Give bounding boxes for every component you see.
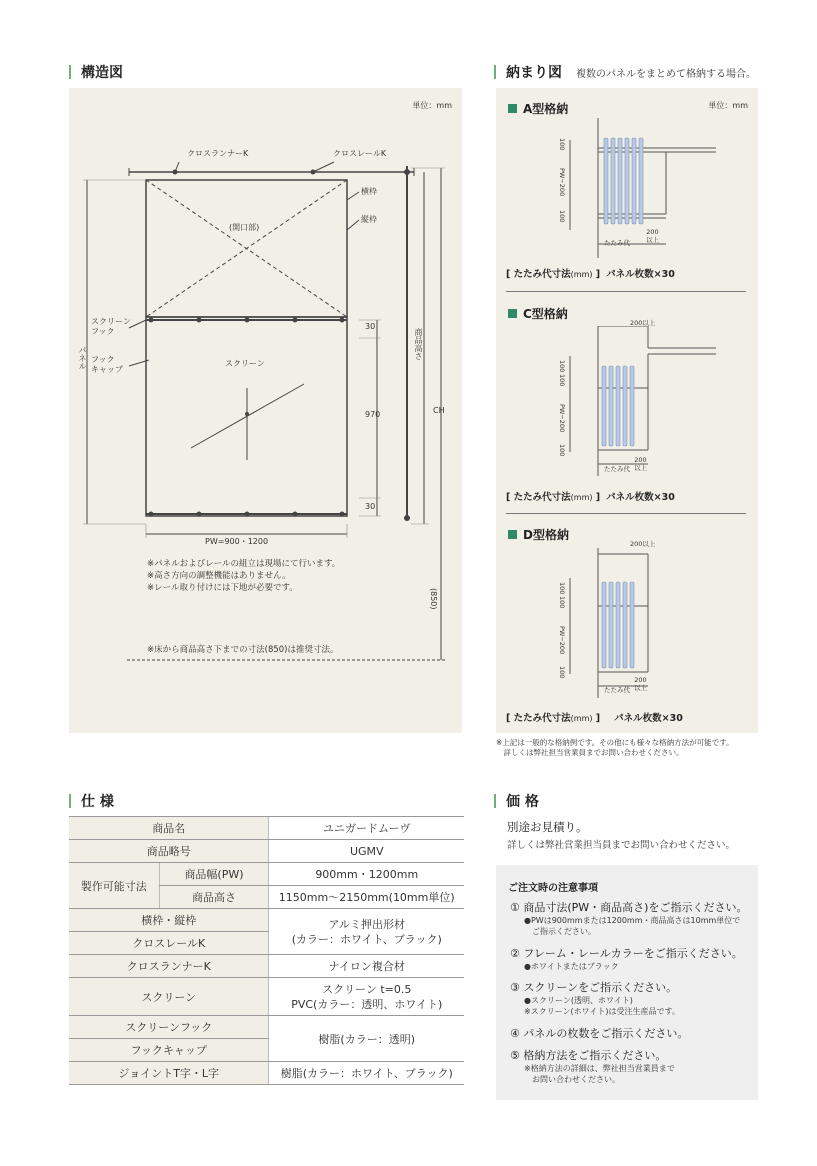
dim-30-top: 30 bbox=[365, 322, 376, 331]
spec-cell-line: アルミ押出形材 bbox=[328, 917, 406, 931]
type-a-dim-h1: 200 以上 bbox=[646, 228, 659, 244]
order-item-2-sub: ●ホワイトまたはブラック bbox=[524, 962, 619, 971]
table-row bbox=[69, 955, 464, 978]
type-c-drawing bbox=[556, 326, 726, 476]
hook-cap-label: フック キャップ bbox=[91, 355, 123, 374]
spec-cell: ジョイントT字・L字 bbox=[69, 1062, 269, 1085]
divider-a bbox=[506, 291, 746, 292]
price-sub: 詳しくは弊社営業担当員までお問い合わせください。 bbox=[507, 840, 736, 851]
type-c-heading: C型格納 bbox=[508, 305, 568, 322]
spec-cell: 商品幅(PW) bbox=[159, 863, 269, 886]
spec-cell: UGMV bbox=[269, 840, 464, 863]
table-row bbox=[69, 840, 464, 863]
spec-cell-line: (カラー：ホワイト、ブラック) bbox=[291, 932, 442, 946]
dim-850-label: (850) bbox=[429, 588, 438, 610]
type-d-dim-top: 200以上 bbox=[630, 540, 656, 548]
order-item-1: ① 商品寸法(PW・商品高さ)をご指示ください。 bbox=[510, 901, 748, 914]
opening-label: (開口部) bbox=[229, 223, 260, 232]
type-d-dim-v1: 100 bbox=[558, 582, 566, 595]
type-d-heading: D型格納 bbox=[508, 526, 569, 543]
divider-c bbox=[506, 513, 746, 514]
structure-note-1: ※パネルおよびレールの組立は現場にて行います。 bbox=[147, 559, 341, 569]
spec-cell: クロスランナーK bbox=[69, 955, 269, 978]
storage-unit-label: 単位：mm bbox=[708, 101, 748, 110]
screen-label: スクリーン bbox=[225, 359, 265, 368]
type-a-fold-label: たたみ代寸法 bbox=[513, 269, 571, 280]
product-height-label: 商品高さ bbox=[414, 328, 423, 360]
order-title: ご注文時の注意事項 bbox=[508, 883, 598, 894]
screen-hook-label: スクリーン フック bbox=[91, 317, 131, 336]
table-row bbox=[69, 817, 464, 840]
type-a-drawing bbox=[556, 118, 726, 258]
type-d-dim-v2: 100 bbox=[558, 596, 566, 609]
spec-cell: 樹脂(カラー：ホワイト、ブラック) bbox=[269, 1062, 464, 1085]
type-a-dim-v2: PW−200 bbox=[558, 168, 566, 197]
table-row bbox=[69, 1062, 464, 1085]
table-row bbox=[69, 909, 464, 932]
type-c-dim-v4: 100 bbox=[558, 444, 566, 457]
type-a-dim-v3: 100 bbox=[558, 210, 566, 223]
order-item-3: ③ スクリーンをご指示ください。 bbox=[510, 981, 678, 994]
order-item-4: ④ パネルの枚数をご指示ください。 bbox=[510, 1027, 689, 1040]
vertical-frame-label: 縦枠 bbox=[361, 215, 377, 224]
horizontal-frame-label: 横枠 bbox=[361, 187, 377, 196]
spec-cell: 商品名 bbox=[69, 817, 269, 840]
storage-footnote: ※上記は一般的な格納例です。その他にも様々な格納方法が可能です。 詳しくは弊社担当営業員までお問い合わせください。 bbox=[496, 738, 734, 757]
type-d-fold-unit: (mm) bbox=[570, 714, 593, 723]
storage-diagram-panel bbox=[496, 88, 758, 733]
type-a-fold-unit: (mm) bbox=[570, 270, 593, 279]
structure-heading: 構造図 bbox=[69, 62, 123, 82]
unit-label: 単位：mm bbox=[412, 101, 452, 110]
order-item-1-sub: ●PWは900mmまたは1200mm・商品高さは10mm単位で ご指示ください。 bbox=[524, 916, 741, 936]
structure-drawing bbox=[69, 88, 462, 733]
type-d-dim-v3: PW−200 bbox=[558, 626, 566, 655]
spec-cell: ナイロン複合材 bbox=[269, 955, 464, 978]
order-item-2: ② フレーム・レールカラーをご指示ください。 bbox=[510, 947, 743, 960]
spec-cell: スクリーン bbox=[69, 978, 269, 1016]
spec-cell: 商品略号 bbox=[69, 840, 269, 863]
structure-note-2: ※高さ方向の調整機能はありません。 bbox=[147, 571, 291, 581]
type-a-heading: A型格納 bbox=[508, 100, 568, 117]
order-notes-box bbox=[496, 865, 758, 1100]
type-c-dim-v2: 100 bbox=[558, 374, 566, 387]
type-d-dim-fold: たたみ代 bbox=[604, 686, 630, 694]
type-c-dim-fold: たたみ代 bbox=[604, 465, 630, 473]
type-c-panels: パネル枚数×30 bbox=[606, 492, 675, 503]
spec-cell-line: スクリーン t=0.5 bbox=[322, 982, 412, 996]
cross-runner-label: クロスランナーK bbox=[187, 149, 249, 158]
storage-heading: 納まり図 複数のパネルをまとめて格納する場合。 bbox=[494, 62, 756, 82]
pw-dim-label: PW=900・1200 bbox=[205, 537, 269, 546]
spec-cell: ユニガードムーヴ bbox=[269, 817, 464, 840]
structure-diagram-panel bbox=[69, 88, 462, 733]
panel-dim-label: パネル bbox=[78, 346, 87, 370]
spec-cell-line: PVC(カラー：透明、ホワイト) bbox=[291, 997, 443, 1011]
type-d-panels: パネル枚数×30 bbox=[614, 713, 683, 724]
spec-cell: 1150mm〜2150mm(10mm単位) bbox=[269, 886, 464, 909]
spec-cell: フックキャップ bbox=[69, 1039, 269, 1062]
dim-970: 970 bbox=[365, 410, 381, 419]
order-item-5: ⑤ 格納方法をご指示ください。 bbox=[510, 1049, 667, 1062]
spec-cell: 900mm・1200mm bbox=[269, 863, 464, 886]
order-item-3-sub: ●スクリーン(透明、ホワイト) ※スクリーン(ホワイト)は受注生産品です。 bbox=[524, 996, 680, 1016]
table-row bbox=[69, 863, 464, 886]
type-c-dim-v3: PW−200 bbox=[558, 404, 566, 433]
type-c-fold-row: [ たたみ代寸法(mm) ] パネル枚数×30 bbox=[506, 489, 675, 503]
spec-cell: スクリーンフック bbox=[69, 1016, 269, 1039]
ch-label: CH bbox=[433, 406, 445, 415]
order-item-5-sub: ※格納方法の詳細は、弊社担当営業員まで お問い合わせください。 bbox=[524, 1064, 675, 1084]
spec-cell: 商品高さ bbox=[159, 886, 269, 909]
spec-cell bbox=[269, 978, 464, 1016]
type-d-dim-h1: 200 以上 bbox=[634, 676, 647, 692]
spec-cell: 製作可能寸法 bbox=[69, 863, 159, 909]
type-d-fold-row: [ たたみ代寸法(mm) ] パネル枚数×30 bbox=[506, 710, 683, 724]
type-a-dim-v1: 100 bbox=[558, 138, 566, 151]
type-a-dim-fold: たたみ代 bbox=[604, 239, 630, 247]
floor-note: ※床から商品高さ下までの寸法(850)は推奨寸法。 bbox=[147, 645, 339, 655]
table-row bbox=[69, 1016, 464, 1039]
type-a-fold-row: [ たたみ代寸法(mm) ] パネル枚数×30 bbox=[506, 266, 675, 280]
price-main: 別途お見積り。 bbox=[507, 820, 588, 834]
type-c-dim-h1: 200 以上 bbox=[634, 456, 647, 472]
spec-cell: 樹脂(カラー：透明) bbox=[269, 1016, 464, 1062]
spec-table bbox=[69, 816, 464, 1085]
spec-cell bbox=[269, 909, 464, 955]
table-row bbox=[69, 978, 464, 1016]
dim-30-bottom: 30 bbox=[365, 502, 376, 511]
type-c-fold-unit: (mm) bbox=[570, 493, 593, 502]
type-d-fold-label: たたみ代寸法 bbox=[513, 713, 571, 724]
type-c-dim-top: 200以上 bbox=[630, 319, 656, 327]
type-c-dim-v1: 100 bbox=[558, 360, 566, 373]
storage-subheading: 複数のパネルをまとめて格納する場合。 bbox=[576, 68, 756, 80]
type-c-fold-label: たたみ代寸法 bbox=[513, 492, 571, 503]
spec-heading: 仕 様 bbox=[69, 791, 114, 811]
price-heading: 価 格 bbox=[494, 791, 539, 811]
cross-rail-label: クロスレールK bbox=[333, 149, 387, 158]
type-d-dim-v4: 100 bbox=[558, 666, 566, 679]
structure-note-3: ※レール取り付けには下地が必要です。 bbox=[147, 583, 298, 593]
spec-cell: 横枠・縦枠 bbox=[69, 909, 269, 932]
type-a-panels: パネル枚数×30 bbox=[606, 269, 675, 280]
spec-cell: クロスレールK bbox=[69, 932, 269, 955]
